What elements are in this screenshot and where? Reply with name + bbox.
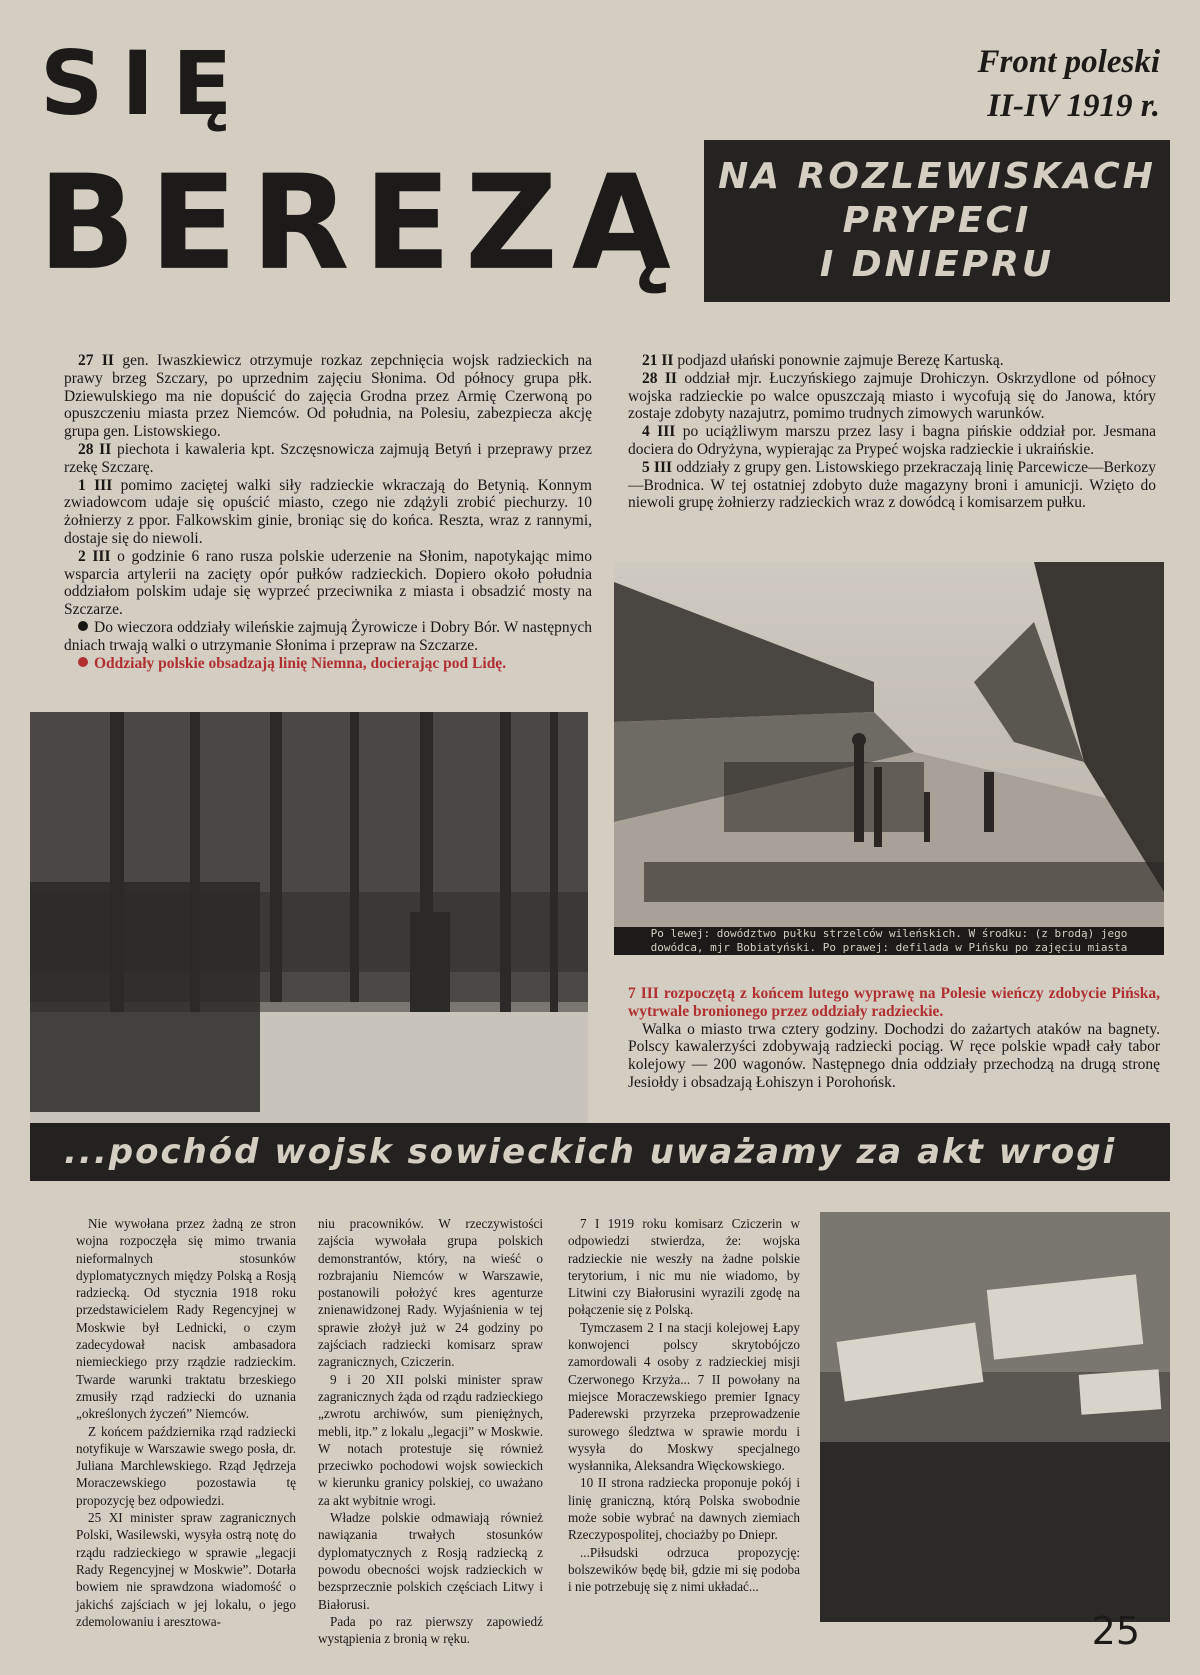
date: 5 III — [642, 458, 673, 476]
paragraph: Tymczasem 2 I na stacji kolejowej Łapy konwojenci polscy skrytobójczo zamordowali 4 osoby z radzieckiej misji Czerwonego Krzyża... 7 II powołany na miejsce Moraczewskiego premier Ignacy Paderewski przyrzeka przeprowadzenie surowego śledztwa w sprawie mordu i wysyła do Moskwy specjalnego wysłannika, Aleksandra Więckowskiego. — [568, 1319, 800, 1474]
paragraph: oddział mjr. Łuczyńskiego zajmuje Drohiczyn. Oskrzydlone od północy wojska radzieckie po walce opuszczają miasto i wycofują się do Janowa, który zostaje zdobyty nazajutrz, pomimo trudnych zimowych warunków. — [628, 369, 1156, 423]
headline-line2: BEREZĄ — [38, 147, 685, 300]
photo-crowd — [820, 1212, 1170, 1622]
paragraph-highlight: Oddziały polskie obsadzają linię Niemna, docierając pod Lidę. — [94, 654, 507, 672]
paragraph: 25 XI minister spraw zagranicznych Polski, Wasilewski, wysyła ostrą notę do rządu radzieckiego w sprawie „legacji Rady Regencyjnej w Moskwie”. Dotarła bowiem nie sprawdzona wiadomość o jakichś zajściach w jej lokalu, o jego zdemolowaniu i aresztowa- — [76, 1510, 296, 1629]
bottom-column-1 — [76, 1215, 296, 1630]
photo-caption — [614, 927, 1164, 955]
date: 1 III — [78, 476, 113, 494]
banner-quote: ...pochód wojsk sowieckich uważamy za akt wrogi — [30, 1123, 1170, 1181]
paragraph: 10 II strona radziecka proponuje pokój i linię graniczną, którą Polska swobodnie może sobie wybrać na dawnych ziemiach Rzeczypospolitej, chociażby po Dniepr. — [568, 1475, 800, 1543]
pinsk-body: Walka o miasto trwa cztery godziny. Dochodzi do zażartych ataków na bagnety. Polscy kawalerzyści zdobywają radziecki pociąg. W ręce polskie wpadł cały tabor kolejowy — 200 wagonów. Następnego dnia oddziały przechodzą na drugą stronę Jesiołdy i obsadzają Łohiszyn i Porohońsk. — [628, 1020, 1160, 1091]
paragraph: 7 I 1919 roku komisarz Cziczerin w odpowiedzi stwierdza, że: wojska radzieckie nie weszły na żadne polskie terytorium, i nic mu nie wiadomo, by Litwini czy Białorusini wyrazili zgodę na połączenie się z Polską. — [568, 1216, 800, 1318]
front-name: Front poleski — [977, 44, 1160, 80]
bottom-column-3 — [568, 1215, 800, 1596]
section-title-line3: I DNIEPRU — [819, 244, 1055, 285]
photo-parade-image — [614, 562, 1164, 928]
front-label — [978, 40, 1160, 128]
date: 27 II — [78, 352, 114, 369]
pinsk-lead: 7 III rozpoczętą z końcem lutego wyprawę na Polesie wieńczy zdobycie Pińska, wytrwale bronionego przez oddziały radzieckie. — [628, 985, 1160, 1020]
date: 28 II — [642, 369, 677, 387]
date: 4 III — [642, 423, 676, 441]
right-column — [628, 352, 1156, 512]
caption-line1: Po lewej: dowództwo pułku strzelców wileńskich. W środku: (z brodą) jego — [650, 927, 1128, 940]
paragraph: Nie wywołana przez żadną ze stron wojna rozpoczęła się mimo trwania nieformalnych stosunków dyplomatycznych między Polską a Rosją radziecką. Od stycznia 1918 roku przedstawicielem Rady Regencyjnej w Moskwie był Lednicki, o czym zadecydował nacisk ambasadora niemieckiego przy rządzie radzieckim. Twarde warunki traktatu brzeskiego zmusiły rząd radziecki do uznania „określonych życzeń” Niemców. — [76, 1216, 296, 1422]
bullet-icon — [78, 657, 88, 667]
section-title-line2: PRYPECI — [842, 200, 1032, 241]
section-title-line1: NA ROZLEWISKACH — [718, 156, 1156, 197]
paragraph: o godzinie 6 rano rusza polskie uderzenie na Słonim, napotykając mimo wsparcia artylerii na zacięty opór pułków radzieckich. Dopiero około południa oddziałom polskim udaje się wyprzeć przeciwnika z miasta i obsadzić mosty na Szczarze. — [64, 547, 592, 619]
caption-line2: dowódca, mjr Bobiatyński. Po prawej: defilada w Pińsku po zajęciu miasta — [650, 941, 1128, 954]
date: 2 III — [78, 547, 111, 565]
photo-crowd-image — [820, 1212, 1170, 1622]
bullet-icon — [78, 621, 88, 631]
pinsk-text — [628, 985, 1160, 1092]
left-column — [64, 352, 592, 672]
paragraph: ...Piłsudski odrzuca propozycję: bolszewików będę bił, gdzie mi się podoba i nie potrzebuję się z nimi układać... — [568, 1544, 800, 1595]
paragraph: Pada po raz pierwszy zapowiedź wystąpienia z bronią w ręku. — [318, 1613, 543, 1647]
photo-forest — [30, 712, 588, 1124]
paragraph: podjazd ułański ponownie zajmuje Berezę Kartuską. — [677, 352, 1004, 369]
date: 28 II — [78, 440, 112, 458]
photo-parade — [614, 562, 1164, 928]
headline-line1: SIĘ — [40, 32, 251, 135]
paragraph: po uciążliwym marszu przez lasy i bagna pińskie oddział por. Jesmana dociera do Odryżyna, wypierając za Prypeć wojska radzieckie i ukraińskie. — [628, 423, 1156, 458]
paragraph: piechota i kawaleria kpt. Szczęsnowicza zajmują Betyń i przeprawy przez rzekę Szczarę. — [64, 440, 592, 476]
paragraph: gen. Iwaszkiewicz otrzymuje rozkaz zepchnięcia wojsk radzieckich na prawy brzeg Szczary, po uprzednim zajęciu Słonima. Od północy grupa płk. Dziewulskiego ma nie dopuścić do zajęcia Grodna przez Armię Czerwoną po opuszczeniu miasta przez Niemców. Od południa, na Polesiu, zabezpiecza akcję grupa gen. Listowskiego. — [64, 352, 592, 441]
paragraph: niu pracowników. W rzeczywistości zajścia wywołała grupa polskich demonstrantów, który, na wieść o rozbrajaniu Niemców w Warszawie, postanowili położyć kres agenturze znienawidzonej Rady. Wyjaśnienia w tej sprawie złożył już w 24 godziny po zajściach radziecki komisarz spraw zagranicznych, Cziczerin. — [318, 1216, 543, 1370]
paragraph: 9 i 20 XII polski minister spraw zagranicznych żąda od rządu radzieckiego „zwrotu archiwów, sum pieniężnych, mebli, itp.” z lokalu „legacji” w Moskwie. W notach protestuje się również przeciwko pochodowi wojsk sowieckich w kierunku granicy polskiej, co uważano za akt wybitnie wrogi. — [318, 1371, 543, 1508]
page-number: 25 — [1091, 1609, 1140, 1653]
bottom-column-2 — [318, 1215, 543, 1647]
front-dates: II-IV 1919 r. — [987, 88, 1160, 124]
paragraph: pomimo zaciętej walki siły radzieckie wkraczają do Betynią. Konnym zwiadowcom udaje się opuścić miasto, czego nie zdążyli zrobić piechurzy. 10 żołnierzy z ppor. Falkowskim ginie, broniąc się do końca. Reszta, wraz z rannymi, dostaje się do niewoli. — [64, 476, 592, 547]
paragraph: Do wieczora oddziały wileńskie zajmują Żyrowicze i Dobry Bór. W następnych dniach trwają walki o utrzymanie Słonima i przepraw na Szczarze. — [64, 618, 592, 654]
paragraph: Z końcem października rząd radziecki notyfikuje w Warszawie swego posła, dr. Juliana Marchlewskiego. Rząd Jędrzeja Moraczewskiego pozostawia tę propozycję bez odpowiedzi. — [76, 1423, 296, 1508]
photo-forest-image — [30, 712, 588, 1124]
paragraph: Władze polskie odmawiają również nawiązania trwałych stosunków dyplomatycznych z Rosją radziecką z powodu obecności wojsk radzieckich w bezsprzecznie polskich częściach Litwy i Białorusi. — [318, 1510, 543, 1612]
paragraph: oddziały z grupy gen. Listowskiego przekraczają linię Parcewicze—Berkozy—Brodnica. W tej ostatniej zdobyto duże magazyny broni i amunicji. Wzięto do niewoli grupę żołnierzy radzieckich wraz z dowódcą i komisarzem pułku. — [628, 458, 1156, 512]
section-title-box — [704, 140, 1170, 302]
date: 21 II — [642, 352, 674, 369]
